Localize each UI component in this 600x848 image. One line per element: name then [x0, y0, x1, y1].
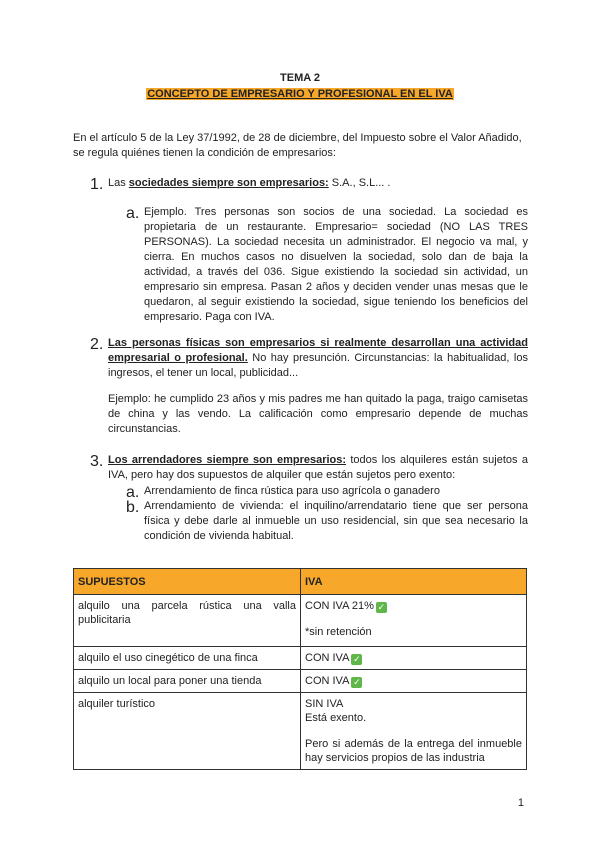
list-item-text: Las sociedades siempre son empresarios: S.A., S.L... .	[108, 177, 391, 189]
check-mark-icon: ✓	[353, 677, 361, 687]
iva-note: Pero si además de la entrega del inmueble hay servicios propios de las industria	[305, 738, 522, 764]
sub-letter: a.	[126, 205, 140, 222]
iva-value-line2: Está exento.	[305, 712, 367, 724]
topic-heading	[0, 88, 600, 100]
table-row	[74, 670, 527, 693]
list-number: 2.	[90, 336, 104, 353]
list-item-text: Las personas físicas son empresarios si realmente desarrollan una actividad empresarial o profesional. No hay presunción. Circunstancias: la habitualidad, los ingresos, el tener un local, publicidad...	[108, 337, 528, 379]
check-mark-icon: ✓	[377, 602, 386, 612]
column-header-iva: IVA	[301, 569, 527, 595]
table-row	[74, 693, 527, 770]
example-paragraph: Ejemplo: he cumplido 23 años y mis padres me han quitado la paga, traigo camisetas de china y las vendo. La calificación como empresario depende de muchas circunstancias.	[108, 393, 528, 435]
supuesto-cell: alquiler turístico	[74, 693, 301, 770]
check-mark-icon: ✓	[353, 654, 361, 664]
iva-cell	[301, 595, 527, 647]
iva-note: *sin retención	[305, 626, 372, 638]
table-row	[74, 647, 527, 670]
sub-letter: b.	[126, 499, 140, 516]
table-header-row	[74, 569, 527, 595]
iva-value: CON IVA 21% ✓	[305, 600, 386, 612]
supuesto-cell: alquilo un local para poner una tienda	[74, 670, 301, 693]
intro-paragraph: En el artículo 5 de la Ley 37/1992, de 28 de diciembre, del Impuesto sobre el Valor Añadido, se regula quiénes tienen la condición de empresarios:	[73, 132, 522, 159]
list-number: 3.	[90, 453, 104, 470]
list-number: 1.	[90, 176, 104, 193]
emphasis-text: Los arrendadores siempre son empresarios:	[108, 454, 347, 466]
column-header-supuestos: SUPUESTOS	[74, 569, 301, 595]
iva-value: SIN IVA	[305, 698, 344, 710]
topic-number: TEMA 2	[280, 72, 320, 84]
sub-item-text: Arrendamiento de vivienda: el inquilino/arrendatario tiene que ser persona física y debe darle al inmueble un uso residencial, sin que sea necesario la condición de vivienda habitual.	[144, 500, 528, 542]
supuestos-iva-table	[73, 568, 527, 770]
emphasis-text: Las personas físicas son empresarios si realmente desarrollan una actividad empresarial o profesional.	[108, 337, 528, 364]
emphasis-text: sociedades siempre son empresarios:	[128, 177, 329, 189]
supuesto-cell: alquilo el uso cinegético de una finca	[74, 647, 301, 670]
list-item-text: Los arrendadores siempre son empresarios: todos los alquileres están sujetos a IVA, pero hay dos supuestos de alquiler que están sujetos pero exento:	[108, 454, 528, 481]
table-row	[74, 595, 527, 647]
topic-heading-text: CONCEPTO DE EMPRESARIO Y PROFESIONAL EN EL IVA	[147, 88, 453, 100]
supuesto-cell: alquilo una parcela rústica una valla publicitaria	[74, 595, 301, 647]
sub-letter: a.	[126, 484, 140, 501]
iva-cell	[301, 693, 527, 770]
iva-cell: CON IVA ✓	[301, 647, 527, 670]
iva-cell: CON IVA ✓	[301, 670, 527, 693]
sub-item-text: Ejemplo. Tres personas son socios de una sociedad. La sociedad es propietaria de un restaurante. Empresario= sociedad (NO LAS TRES PERSONAS). La sociedad necesita un administrador. El negocio va mal, y cierra. En muchos casos no disuelven la sociedad, solo dan de baja la actividad, a través del 036. Sigue existiendo la sociedad sin actividad, un empresario sin empresa. Pasan 2 años y deciden vender unas mesas que le quedaron, al seguir existiendo la sociedad, sigue teniendo los beneficios del empresario. Paga con IVA.	[144, 206, 528, 323]
page-number: 1	[517, 797, 524, 809]
sub-item-text: Arrendamiento de finca rústica para uso agrícola o ganadero	[144, 485, 440, 497]
